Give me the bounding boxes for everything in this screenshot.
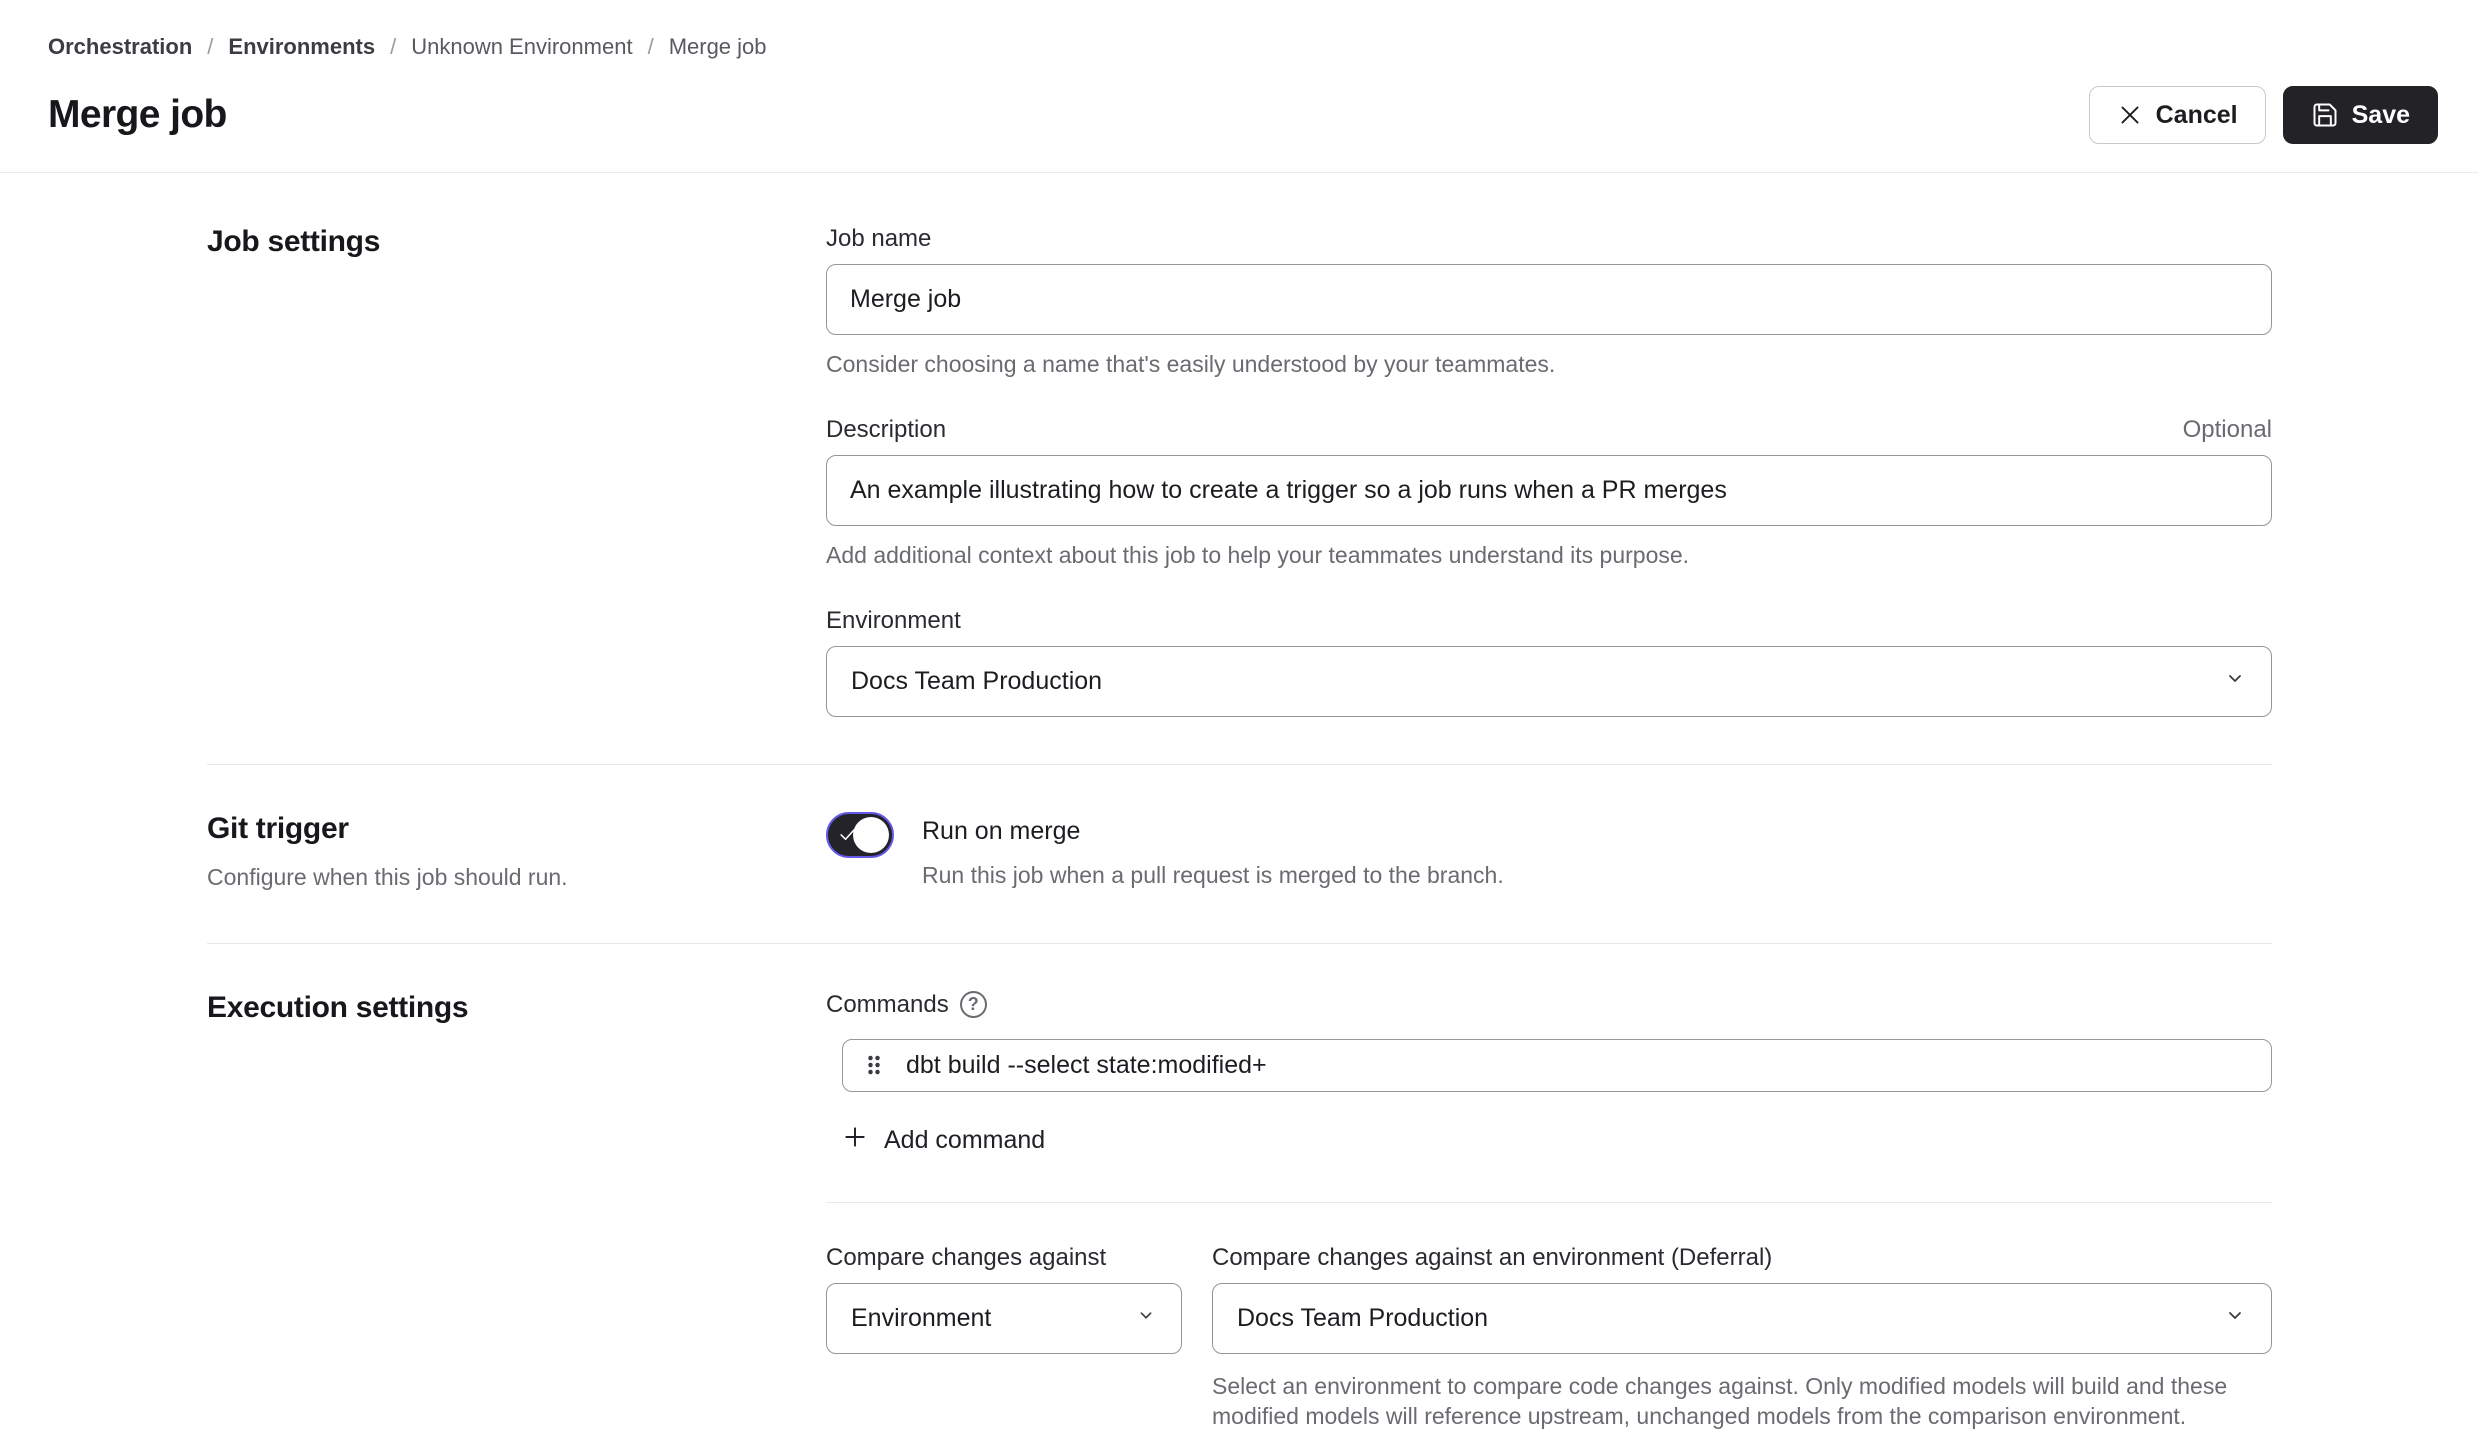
description-label: Description	[826, 415, 947, 443]
execution-settings-heading: Execution settings	[207, 990, 469, 1024]
run-on-merge-helper: Run this job when a pull request is merged to the branch.	[922, 861, 1504, 888]
job-settings-heading: Job settings	[207, 225, 381, 258]
environment-field	[826, 607, 2272, 717]
deferral-select[interactable]	[1212, 1283, 2272, 1354]
deferral-select-value: Docs Team Production	[1237, 1303, 1489, 1332]
breadcrumb-separator: /	[207, 34, 214, 59]
plus-icon	[842, 1124, 868, 1157]
breadcrumb-current-page: Merge job	[668, 34, 767, 59]
job-name-field	[826, 225, 2272, 380]
run-on-merge-label: Run on merge	[922, 816, 1081, 845]
page-title: Merge job	[48, 93, 227, 136]
x-icon	[2117, 102, 2143, 128]
floppy-disk-icon	[2311, 101, 2339, 129]
add-command-button[interactable]	[842, 1124, 1045, 1157]
environment-select-value: Docs Team Production	[851, 666, 1103, 695]
job-name-input[interactable]	[826, 264, 2272, 335]
header-actions	[2089, 86, 2438, 144]
breadcrumb-unknown-environment[interactable]: Unknown Environment	[411, 34, 633, 59]
commands-divider	[826, 1202, 2272, 1203]
description-helper: Add additional context about this job to help your teammates understand its purpose.	[826, 541, 1690, 568]
breadcrumb-separator: /	[390, 34, 397, 59]
git-trigger-subtext: Configure when this job should run.	[207, 863, 568, 890]
cancel-button[interactable]	[2089, 86, 2266, 144]
compare-changes-label: Compare changes against	[826, 1243, 1107, 1271]
page-header	[0, 0, 2478, 173]
drag-handle-icon[interactable]	[862, 1051, 886, 1079]
section-git-trigger	[207, 765, 2272, 943]
git-trigger-heading: Git trigger	[207, 811, 349, 845]
toggle-knob	[853, 817, 889, 853]
add-command-label: Add command	[884, 1125, 1046, 1154]
chevron-down-icon	[2223, 1303, 2247, 1334]
command-row	[842, 1039, 2272, 1092]
question-circle-icon[interactable]: ?	[960, 991, 987, 1018]
deferral-label: Compare changes against an environment (Deferral)	[1212, 1243, 1773, 1271]
breadcrumb-separator: /	[647, 34, 654, 59]
cancel-button-label: Cancel	[2155, 100, 2238, 129]
breadcrumb-environments[interactable]: Environments	[228, 34, 376, 59]
job-name-label: Job name	[826, 225, 932, 252]
deferral-field	[1212, 1244, 2272, 1432]
deferral-helper: Select an environment to compare code changes against. Only modified models will build and these modified models will reference upstream, unchanged models from the comparison environment.	[1212, 1372, 2228, 1430]
save-button-label: Save	[2351, 100, 2410, 129]
environment-select[interactable]	[826, 646, 2272, 717]
save-button[interactable]	[2283, 86, 2438, 144]
job-name-helper: Consider choosing a name that's easily understood by your teammates.	[826, 351, 1556, 377]
command-input[interactable]	[904, 1050, 2252, 1081]
job-form	[0, 173, 2478, 1432]
chevron-down-icon	[1135, 1304, 1157, 1333]
compare-changes-select-value: Environment	[851, 1303, 992, 1332]
optional-tag: Optional	[2182, 415, 2272, 443]
chevron-down-icon	[2223, 666, 2247, 697]
commands-label: Commands	[826, 990, 949, 1018]
breadcrumb-orchestration[interactable]: Orchestration	[48, 34, 193, 59]
run-on-merge-toggle[interactable]	[826, 812, 894, 858]
breadcrumb	[48, 34, 2438, 60]
compare-changes-select[interactable]	[826, 1283, 1182, 1354]
compare-changes-field	[826, 1244, 1182, 1432]
environment-label: Environment	[826, 606, 961, 634]
section-execution-settings	[207, 944, 2272, 1432]
description-field	[826, 416, 2272, 571]
description-input[interactable]	[826, 455, 2272, 526]
section-job-settings	[207, 173, 2272, 764]
